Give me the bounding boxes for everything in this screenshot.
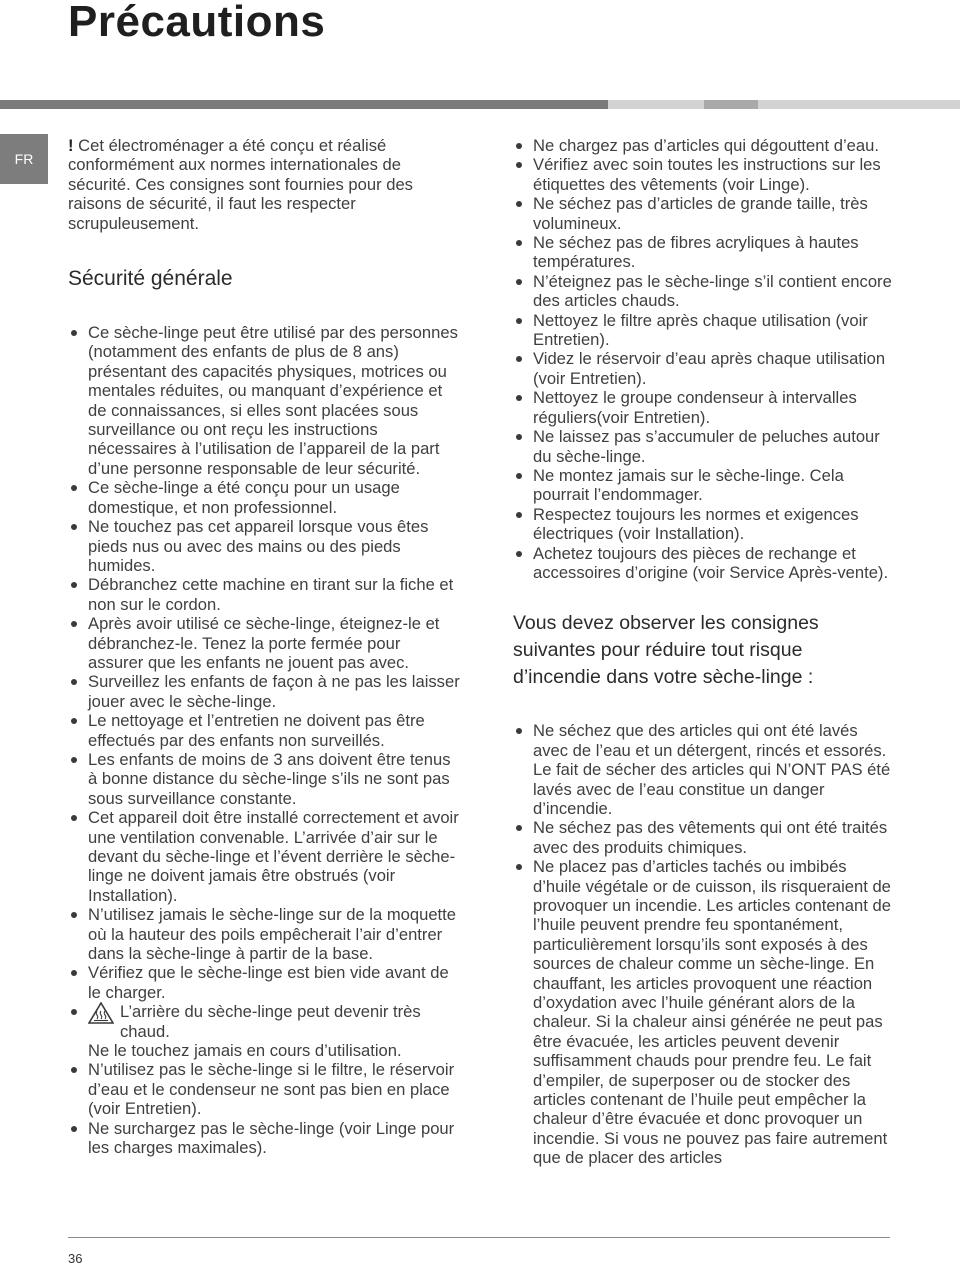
list-item: Ne chargez pas d’articles qui dégouttent d’eau. [513, 136, 893, 155]
hot-surface-note: Ne le touchez jamais en cours d’utilisation. [88, 1041, 402, 1061]
list-item: Cet appareil doit être installé correctement et avoir une ventilation convenable. L’arrivée d’air sur le devant du sèche-linge et l’évent derrière le sèche-linge ne doivent jamais être obstrués (voir Installation). [68, 808, 460, 905]
header-rule-mid [704, 100, 758, 109]
hot-surface-warning-icon [88, 1002, 114, 1024]
hot-surface-line [88, 1002, 460, 1041]
usage-list [513, 136, 893, 582]
list-item: Ne séchez pas des vêtements qui ont été traités avec des produits chimiques. [513, 818, 893, 857]
list-item: Nettoyez le groupe condenseur à intervalles réguliers(voir Entretien). [513, 388, 893, 427]
list-item: Après avoir utilisé ce sèche-linge, éteignez-le et débranchez-le. Tenez la porte fermée pour assurer que les enfants ne jouent pas avec. [68, 614, 460, 672]
list-item: Le nettoyage et l’entretien ne doivent pas être effectués par des enfants non surveillés. [68, 711, 460, 750]
list-item: Ce sèche-linge a été conçu pour un usage domestique, et non professionnel. [68, 478, 460, 517]
list-item: Ne séchez pas de fibres acryliques à hautes températures. [513, 233, 893, 272]
left-column [68, 136, 460, 1158]
intro-paragraph [68, 136, 460, 233]
language-tab-label: FR [14, 151, 34, 167]
list-item: N’utilisez pas le sèche-linge si le filtre, le réservoir d’eau et le condenseur ne sont pas bien en place (voir Entretien). [68, 1060, 460, 1118]
list-item: N’utilisez jamais le sèche-linge sur de la moquette où la hauteur des poils empêcherait l’air d’entrer dans la sèche-linge à partir de la base. [68, 905, 460, 963]
list-item: Ne laissez pas s’accumuler de peluches autour du sèche-linge. [513, 427, 893, 466]
header-rule-dark [0, 100, 608, 109]
list-item-hot-surface [68, 1002, 460, 1060]
fire-risk-heading: Vous devez observer les consignes suivantes pour réduire tout risque d’incendie dans votre sèche-linge : [513, 612, 819, 689]
header-rule-light [608, 100, 704, 109]
list-item: Ne montez jamais sur le sèche-linge. Cela pourrait l’endommager. [513, 466, 893, 505]
fire-risk-list [513, 721, 893, 1167]
list-item: Nettoyez le filtre après chaque utilisation (voir Entretien). [513, 311, 893, 350]
hot-surface-text: L’arrière du sèche-linge peut devenir très chaud. [120, 1002, 421, 1041]
list-item: Achetez toujours des pièces de rechange et accessoires d’origine (voir Service Après-vente). [513, 544, 893, 583]
footer-rule [68, 1237, 890, 1238]
list-item: Vérifiez avec soin toutes les instructions sur les étiquettes des vêtements (voir Linge). [513, 155, 893, 194]
page-title: Précautions [68, 0, 326, 46]
list-item: Surveillez les enfants de façon à ne pas les laisser jouer avec le sèche-linge. [68, 672, 460, 711]
header-rule-light-end [758, 100, 960, 109]
page-number: 36 [68, 1251, 83, 1266]
list-item: Respectez toujours les normes et exigences électriques (voir Installation). [513, 505, 893, 544]
list-item: Ne séchez pas d’articles de grande taille, très volumineux. [513, 194, 893, 233]
list-item: N’éteignez pas le sèche-linge s’il contient encore des articles chauds. [513, 272, 893, 311]
right-column [513, 136, 893, 1168]
list-item: Ne placez pas d’articles tachés ou imbibés d’huile végétale or de cuisson, ils risqueraient de provoquer un incendie. Les articles contenant de l’huile peuvent prendre feu spontanément, particulièrement lorsqu’ils sont exposés à des sources de chaleur comme un sèche-linge. En chauffant, les articles provoquent une réaction d’oxydation avec l’huile générant alors de la chaleur. Si la chaleur ainsi générée ne peut pas être évacuée, les articles peuvent devenir suffisamment chauds pour prendre feu. Le fait d’empiler, de superposer ou de stocker des articles contenant de l’huile peut empêcher la chaleur d’être évacuée et donc provoquer un incendie. Si vous ne pouvez pas faire autrement que de placer des articles [513, 857, 893, 1168]
list-item: Débranchez cette machine en tirant sur la fiche et non sur le cordon. [68, 575, 460, 614]
general-safety-list [68, 323, 460, 1157]
warning-mark: ! [68, 136, 74, 155]
list-item: Ne séchez que des articles qui ont été lavés avec de l’eau et un détergent, rincés et essorés. Le fait de sécher des articles qui N’ONT PAS été lavés avec de l’eau constitue un danger d’incendie. [513, 721, 893, 818]
list-item: Vérifiez que le sèche-linge est bien vide avant de le charger. [68, 963, 460, 1002]
list-item: Ne touchez pas cet appareil lorsque vous êtes pieds nus ou avec des mains ou des pieds humides. [68, 517, 460, 575]
intro-text: Cet électroménager a été conçu et réalisé conformément aux normes internationales de sécurité. Ces consignes sont fournies pour des raisons de sécurité, il faut les respecter scrupuleusement. [68, 136, 413, 233]
language-tab [0, 134, 48, 184]
list-item: Ne surchargez pas le sèche-linge (voir Linge pour les charges maximales). [68, 1119, 460, 1158]
list-item: Videz le réservoir d’eau après chaque utilisation (voir Entretien). [513, 349, 893, 388]
general-safety-heading: Sécurité générale [68, 267, 233, 291]
list-item: Les enfants de moins de 3 ans doivent être tenus à bonne distance du sèche-linge s’ils ne sont pas sous surveillance constante. [68, 750, 460, 808]
list-item: Ce sèche-linge peut être utilisé par des personnes (notamment des enfants de plus de 8 ans) présentant des capacités physiques, motrices ou mentales réduites, ou manquant d’expérience et de connaissances, si elles sont placées sous surveillance ou ont reçu les instructions nécessaires à l’utilisation de l’appareil de la part d’une personne responsable de leur sécurité. [68, 323, 460, 478]
